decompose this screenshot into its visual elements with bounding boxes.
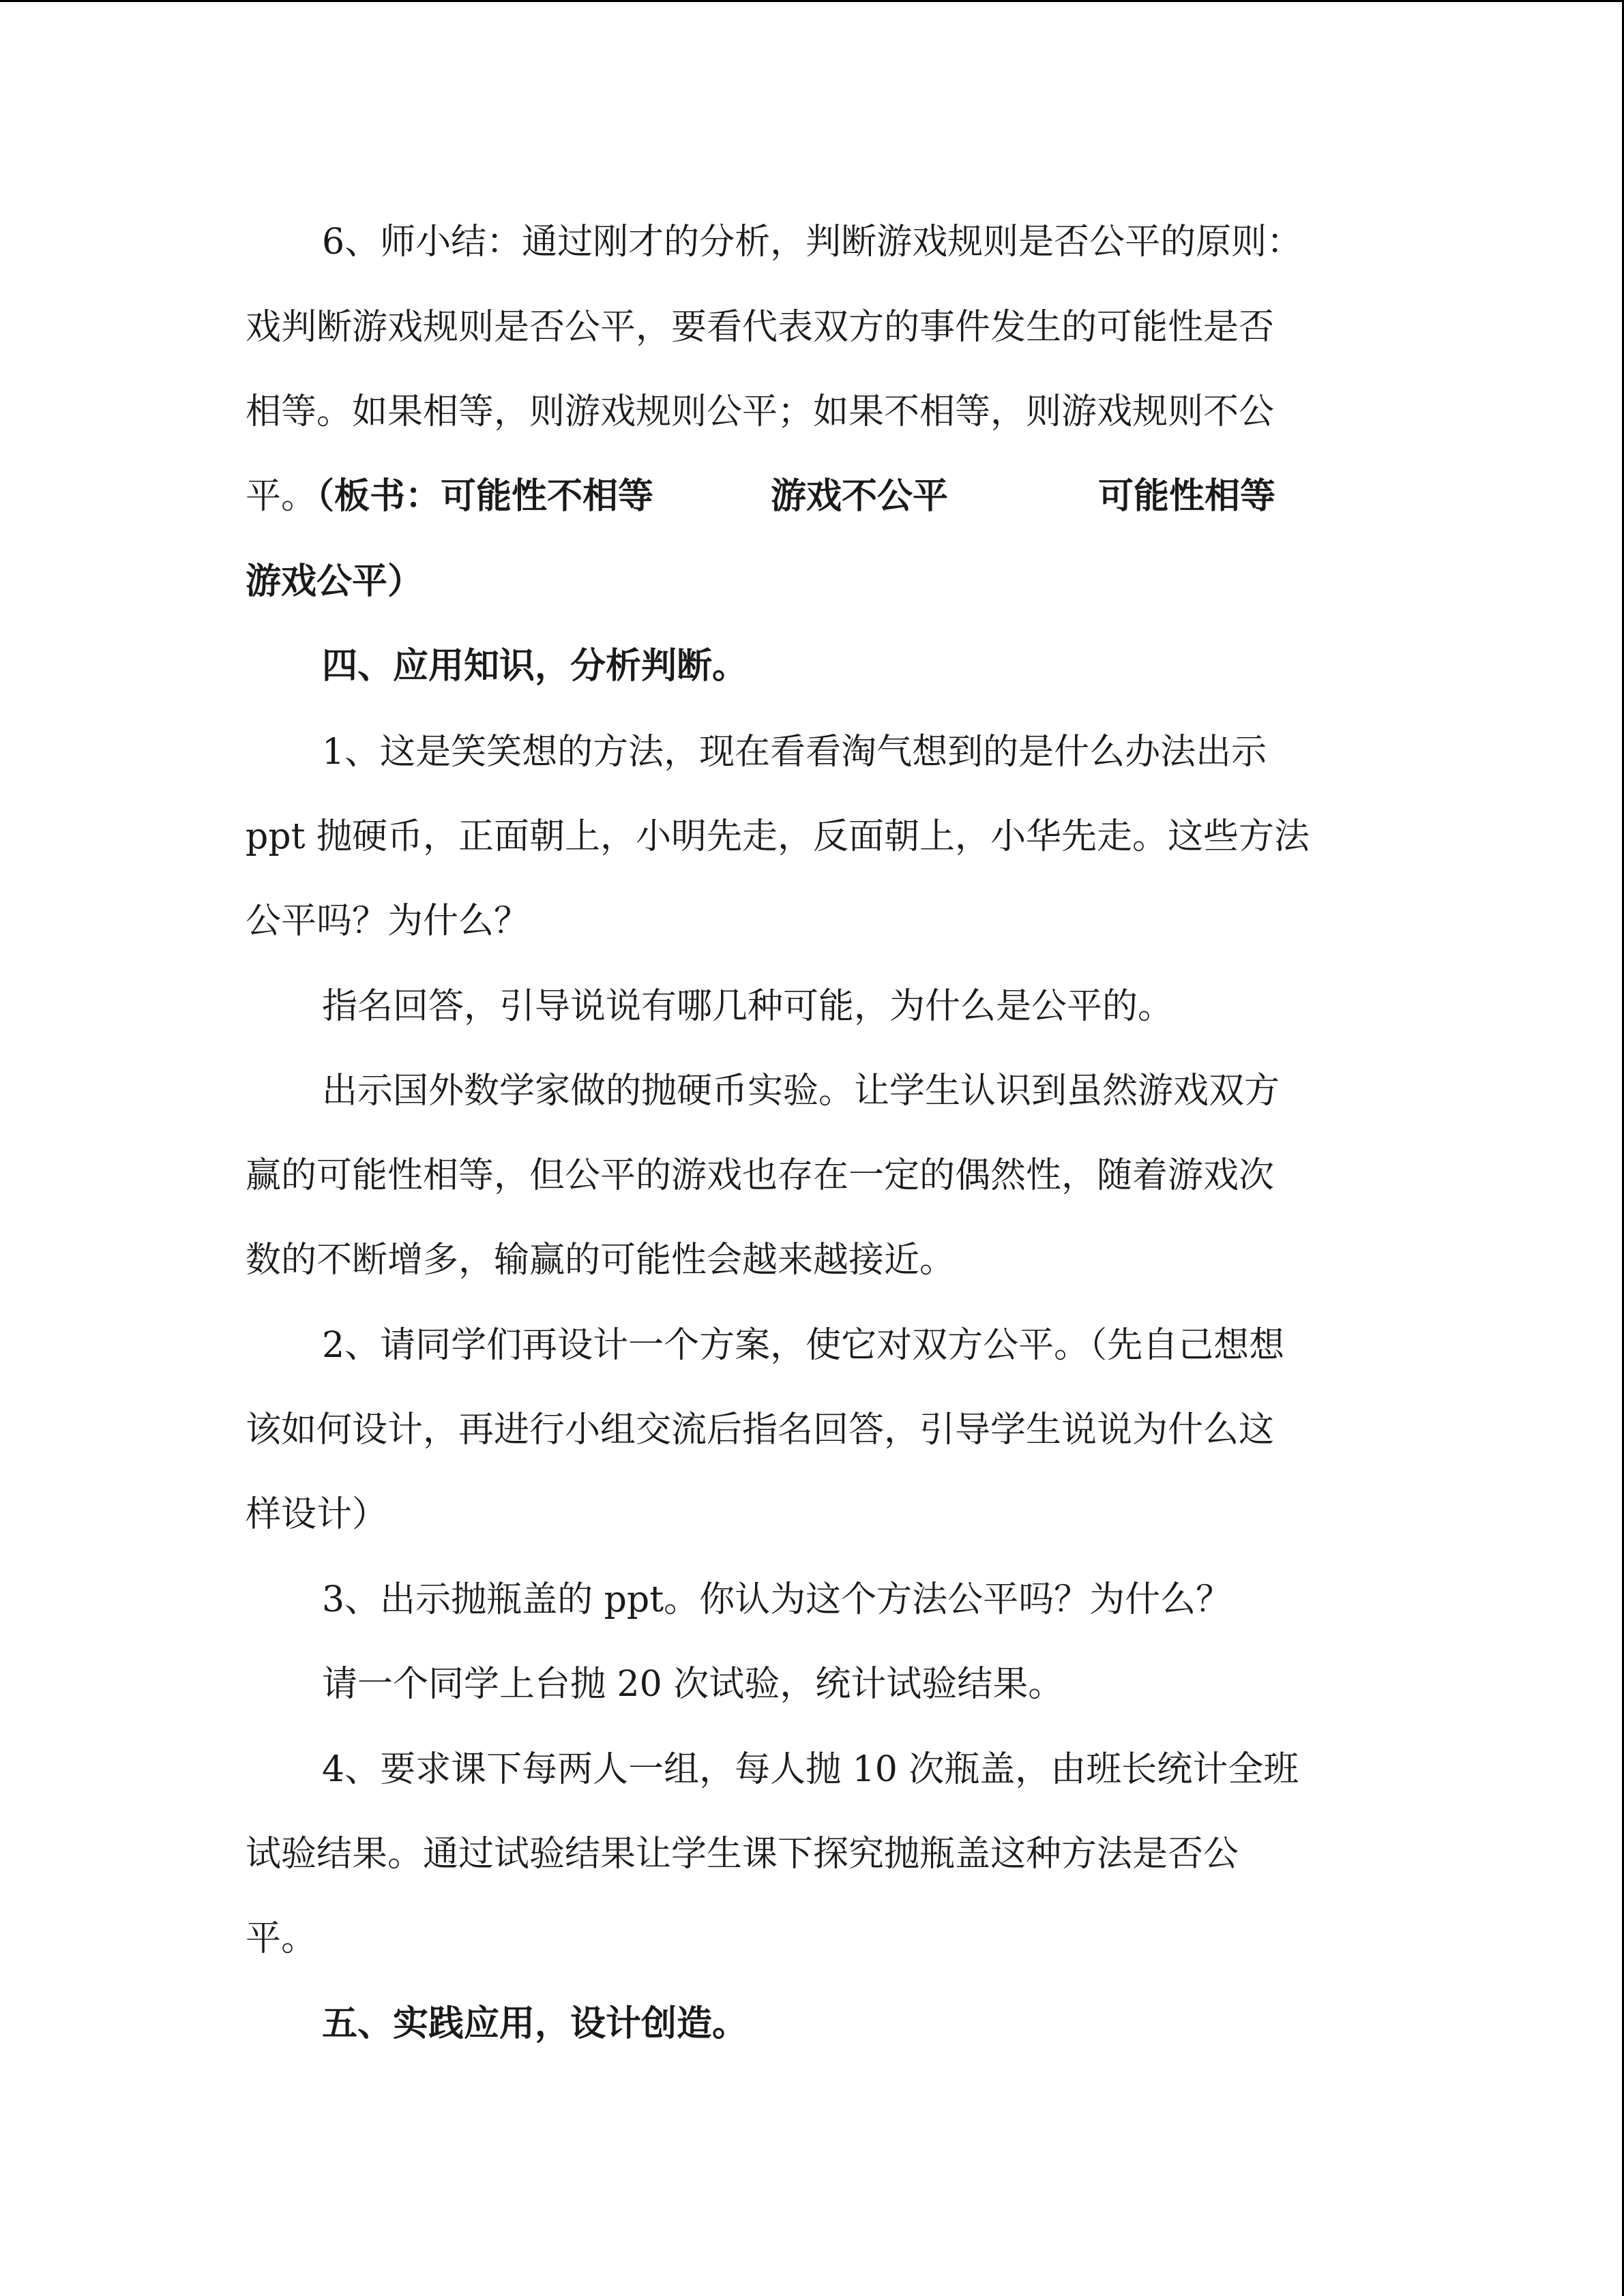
paragraph-line: 该如何设计，再进行小组交流后指名回答，引导学生说说为什么这: [246, 1410, 1275, 1450]
blackboard-note: 可能性相等: [1098, 476, 1276, 517]
paragraph-line: 戏判断游戏规则是否公平，要看代表双方的事件发生的可能性是否: [246, 307, 1275, 348]
paragraph-line: 出示国外数学家做的抛硬币实验。让学生认识到虽然游戏双方: [322, 1071, 1280, 1112]
blackboard-line: [246, 476, 653, 517]
paragraph-line: ppt 抛硬币，正面朝上，小明先走，反面朝上，小华先走。这些方法: [246, 816, 1310, 857]
paragraph-line: 指名回答，引导说说有哪几种可能，为什么是公平的。: [322, 986, 1174, 1027]
paragraph-line: 赢的可能性相等，但公平的游戏也存在一定的偶然性，随着游戏次: [246, 1155, 1275, 1196]
paragraph-line: 公平吗？为什么？: [246, 901, 530, 942]
section-heading: 五、实践应用，设计创造。: [322, 2003, 748, 2044]
paragraph-line: 试验结果。通过试验结果让学生课下探究抛瓶盖这种方法是否公: [246, 1834, 1239, 1875]
paragraph-line: 3、出示抛瓶盖的 ppt。你认为这个方法公平吗？为什么？: [322, 1579, 1232, 1620]
paragraph-line: 1、这是笑笑想的方法，现在看看淘气想到的是什么办法出示: [322, 732, 1267, 773]
paragraph-line: 平。: [246, 1918, 317, 1959]
paragraph-line: 数的不断增多，输赢的可能性会越来越接近。: [246, 1240, 956, 1281]
section-heading: 四、应用知识，分析判断。: [322, 646, 748, 687]
blackboard-note: 游戏不公平: [771, 476, 949, 517]
paragraph-line: 请一个同学上台抛 20 次试验，统计试验结果。: [322, 1664, 1064, 1705]
blackboard-note: 游戏公平）: [246, 561, 424, 602]
paragraph-text: 平。: [246, 476, 317, 517]
paragraph-line: 6、师小结：通过刚才的分析，判断游戏规则是否公平的原则：: [322, 222, 1303, 263]
paragraph-line: 4、要求课下每两人一组，每人抛 10 次瓶盖，由班长统计全班: [322, 1749, 1299, 1790]
paragraph-line: 相等。如果相等，则游戏规则公平；如果不相等，则游戏规则不公: [246, 391, 1275, 432]
paragraph-line: 样设计）: [246, 1494, 388, 1535]
paragraph-line: 2、请同学们再设计一个方案，使它对双方公平。（先自己想想: [322, 1325, 1285, 1366]
blackboard-note: （板书：可能性不相等: [316, 476, 654, 517]
